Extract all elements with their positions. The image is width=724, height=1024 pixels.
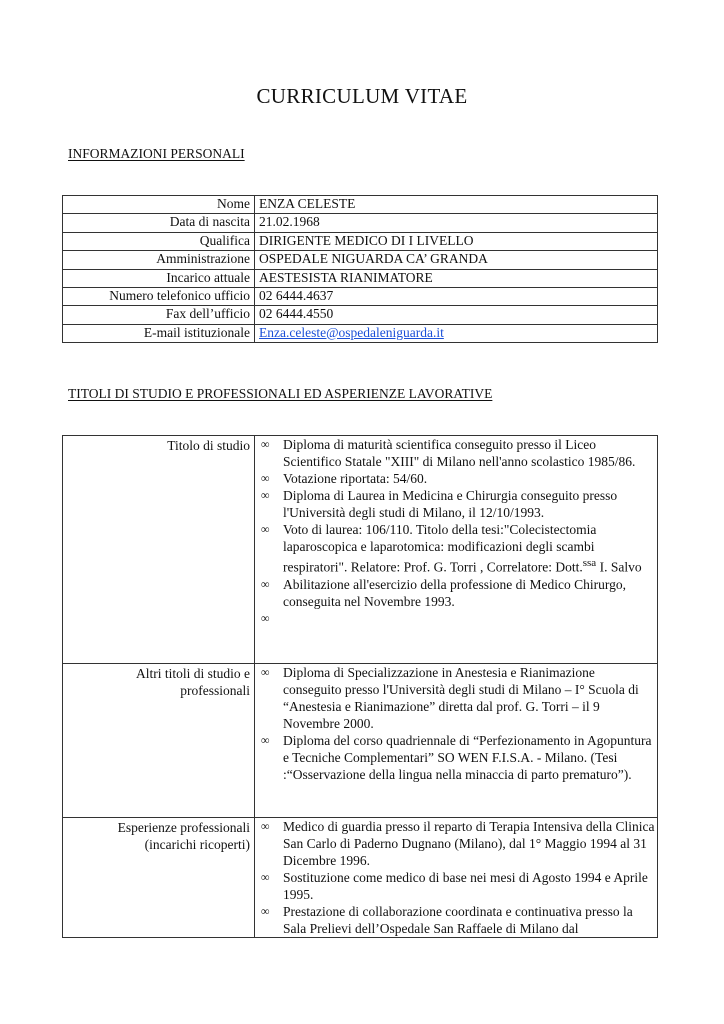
row-value: ENZA CELESTE (255, 196, 658, 214)
infinity-bullet-icon: ∞ (261, 733, 270, 747)
infinity-bullet-icon: ∞ (261, 610, 270, 625)
list-item (261, 610, 657, 627)
list-item (261, 903, 657, 937)
document-title: CURRICULUM VITAE (256, 84, 468, 108)
list-item (261, 436, 657, 470)
item-text: Diploma di Laurea in Medicina e Chirurgia conseguito presso l'Università degli studi di Milano, il 12/10/1993. (283, 488, 618, 520)
email-link[interactable]: Enza.celeste@ospedaleniguarda.it (259, 324, 444, 340)
item-text: Diploma di maturità scientifica conseguito presso il Liceo Scientifico Statale "XIII" di Milano nell'anno scolastico 1985/86. (283, 437, 636, 469)
row-value: DIRIGENTE MEDICO DI I LIVELLO (255, 232, 658, 250)
section-body (255, 436, 658, 664)
row-value: AESTESISTA RIANIMATORE (255, 269, 658, 287)
table-row (63, 324, 658, 342)
personal-info-table (62, 195, 658, 343)
infinity-bullet-icon: ∞ (261, 870, 270, 884)
table-row (63, 664, 658, 818)
list-item (261, 664, 657, 732)
section-label: Altri titoli di studio e professionali (63, 664, 255, 818)
table-row (63, 306, 658, 324)
infinity-bullet-icon: ∞ (261, 522, 270, 536)
infinity-bullet-icon: ∞ (261, 904, 270, 918)
table-row (63, 232, 658, 250)
table-row (63, 214, 658, 232)
infinity-bullet-icon: ∞ (261, 576, 270, 591)
infinity-bullet-icon: ∞ (261, 488, 270, 502)
row-label: Data di nascita (63, 214, 255, 232)
row-label: E-mail istituzionale (63, 324, 255, 342)
item-text-tail: I. Salvo (596, 559, 642, 575)
list-item (261, 818, 657, 869)
row-label: Amministrazione (63, 251, 255, 269)
table-row (63, 196, 658, 214)
row-label: Fax dell’ufficio (63, 306, 255, 324)
list-item (261, 521, 657, 576)
superscript: ssa (582, 557, 597, 569)
row-value: 02 6444.4637 (255, 287, 658, 305)
section-label: Esperienze professionali (incarichi ricoperti) (63, 818, 255, 938)
row-value: 21.02.1968 (255, 214, 658, 232)
table-row (63, 436, 658, 664)
bullet-list (261, 436, 657, 627)
titles-table (62, 435, 658, 938)
infinity-bullet-icon: ∞ (261, 471, 270, 485)
row-label: Nome (63, 196, 255, 214)
list-item (261, 732, 657, 783)
item-text: Prestazione di collaborazione coordinata e continuativa presso la Sala Prelievi dell’Ospedale San Raffaele di Milano dal (283, 904, 633, 936)
infinity-bullet-icon: ∞ (261, 819, 270, 833)
list-item (261, 470, 657, 487)
row-value (255, 324, 658, 342)
item-text: Diploma del corso quadriennale di “Perfezionamento in Agopuntura e Tecniche Complementari” SO WEN F.I.S.A. - Milano. (Tesi :“Osservazione della lingua nella minaccia di parto prematuro”). (283, 733, 652, 782)
item-text: Voto di laurea: 106/110. Titolo della tesi:"Colecistectomia laparoscopica e laparotomica: modificazioni degli scambi respiratori". Relatore: Prof. G. Torri , Correlatore: Dott. (283, 522, 597, 575)
table-row (63, 269, 658, 287)
bullet-list (261, 818, 657, 937)
section-label: Titolo di studio (63, 436, 255, 664)
row-label: Numero telefonico ufficio (63, 287, 255, 305)
list-item (261, 869, 657, 903)
bullet-list (261, 664, 657, 783)
list-item (261, 576, 657, 610)
infinity-bullet-icon: ∞ (261, 437, 270, 451)
item-text: Diploma di Specializzazione in Anestesia e Rianimazione conseguito presso l'Università degli studi di Milano – I° Scuola di “Anestesia e Rianimazione” diretta dal prof. G. Torri – il 9 Novembre 2000. (283, 665, 639, 731)
item-text: Votazione riportata: 54/60. (283, 471, 428, 486)
section-body (255, 664, 658, 818)
table-row (63, 818, 658, 938)
titles-heading: TITOLI DI STUDIO E PROFESSIONALI ED ASPERIENZE LAVORATIVE (68, 386, 493, 401)
item-text (283, 611, 286, 626)
item-text: Sostituzione come medico di base nei mesi di Agosto 1994 e Aprile 1995. (283, 870, 648, 902)
table-row (63, 251, 658, 269)
list-item (261, 487, 657, 521)
row-value: 02 6444.4550 (255, 306, 658, 324)
infinity-bullet-icon: ∞ (261, 665, 270, 679)
personal-info-heading: INFORMAZIONI PERSONALI (68, 146, 245, 161)
table-row (63, 287, 658, 305)
row-label: Incarico attuale (63, 269, 255, 287)
row-value: OSPEDALE NIGUARDA CA’ GRANDA (255, 251, 658, 269)
item-text: Medico di guardia presso il reparto di Terapia Intensiva della Clinica San Carlo di Paderno Dugnano (Milano), dal 1° Maggio 1994 al 31 Dicembre 1996. (283, 819, 655, 868)
item-text: Abilitazione all'esercizio della professione di Medico Chirurgo, conseguita nel Novembre 1993. (283, 576, 626, 609)
section-body (255, 818, 658, 938)
row-label: Qualifica (63, 232, 255, 250)
